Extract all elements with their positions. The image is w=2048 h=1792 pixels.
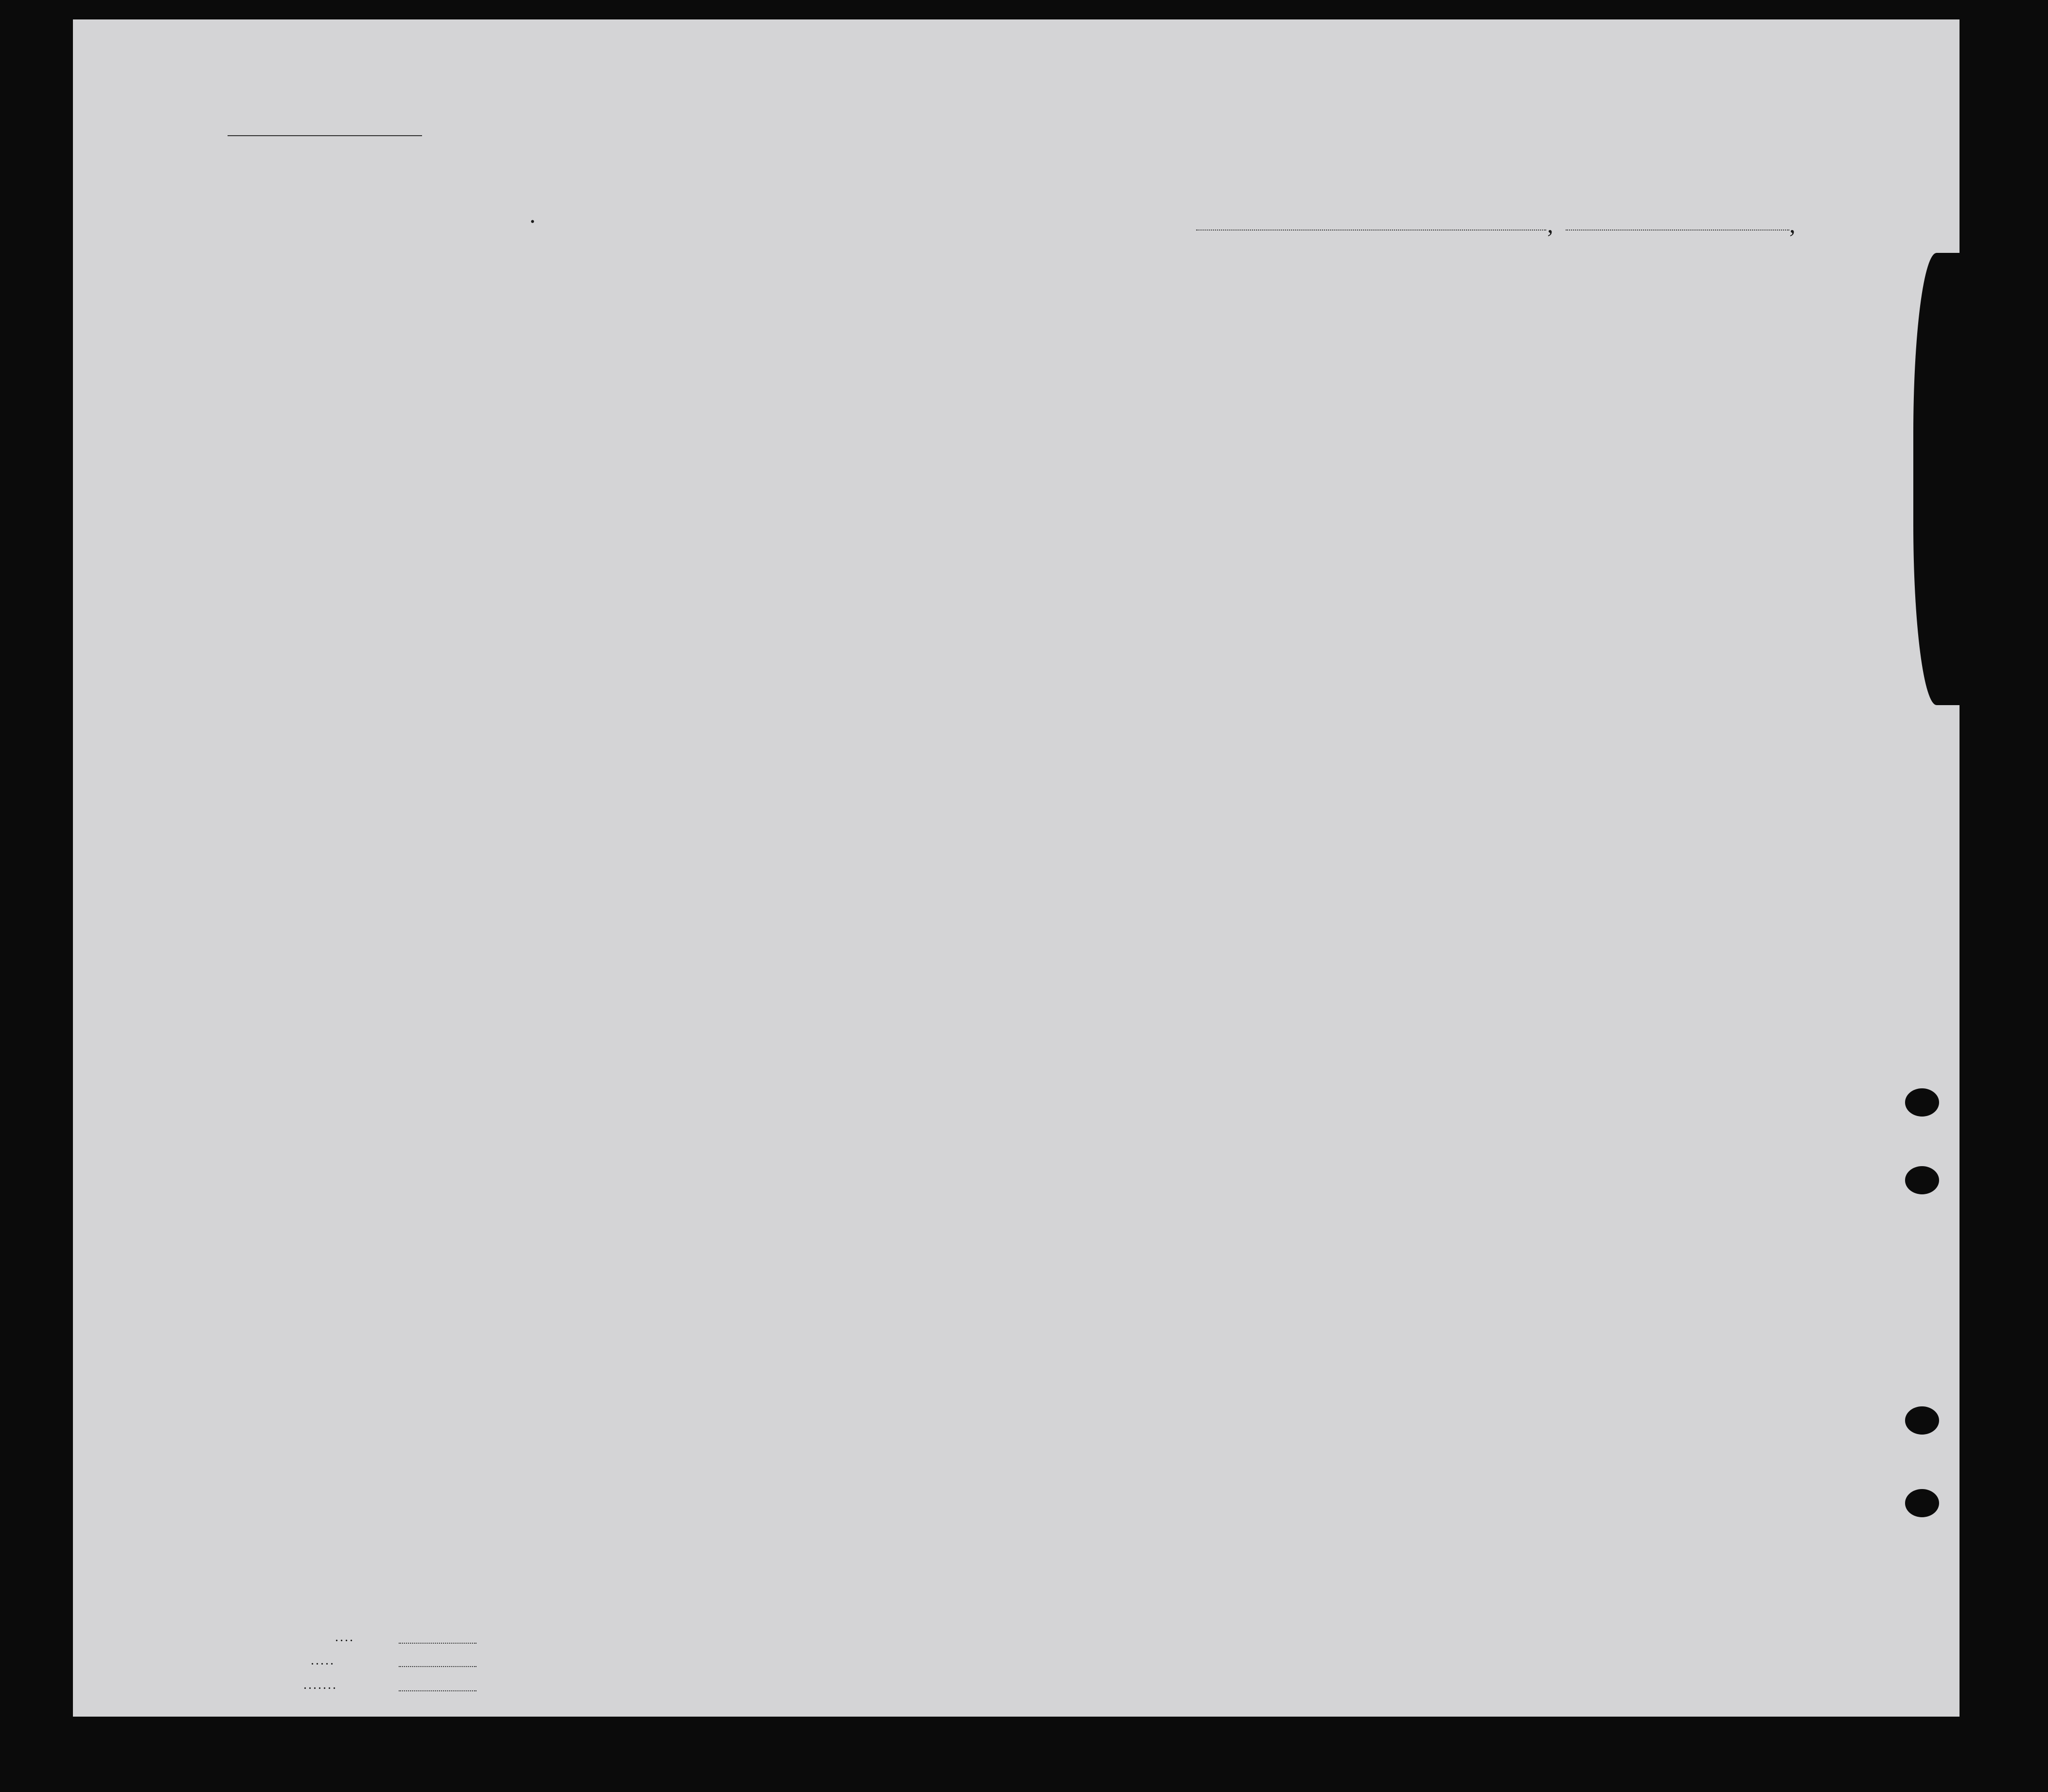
punch-hole xyxy=(1905,1406,1939,1435)
total-passengers-dots: . . . . xyxy=(335,1633,353,1644)
aliens-field[interactable] xyxy=(399,1690,477,1691)
vessel-period: . xyxy=(530,201,536,229)
punch-hole xyxy=(1905,1088,1939,1117)
total-passengers-field[interactable] xyxy=(399,1643,477,1644)
sailing-year-comma: , xyxy=(1789,211,1796,238)
punch-hole xyxy=(1905,1166,1939,1194)
us-citizens-dots: . . . . . xyxy=(311,1656,333,1667)
aliens-dots: . . . . . . . xyxy=(304,1681,335,1691)
torn-edge xyxy=(1913,253,1972,705)
us-citizens-field[interactable] xyxy=(399,1666,477,1667)
sailing-comma: , xyxy=(1547,211,1554,238)
punch-hole xyxy=(1905,1489,1939,1517)
